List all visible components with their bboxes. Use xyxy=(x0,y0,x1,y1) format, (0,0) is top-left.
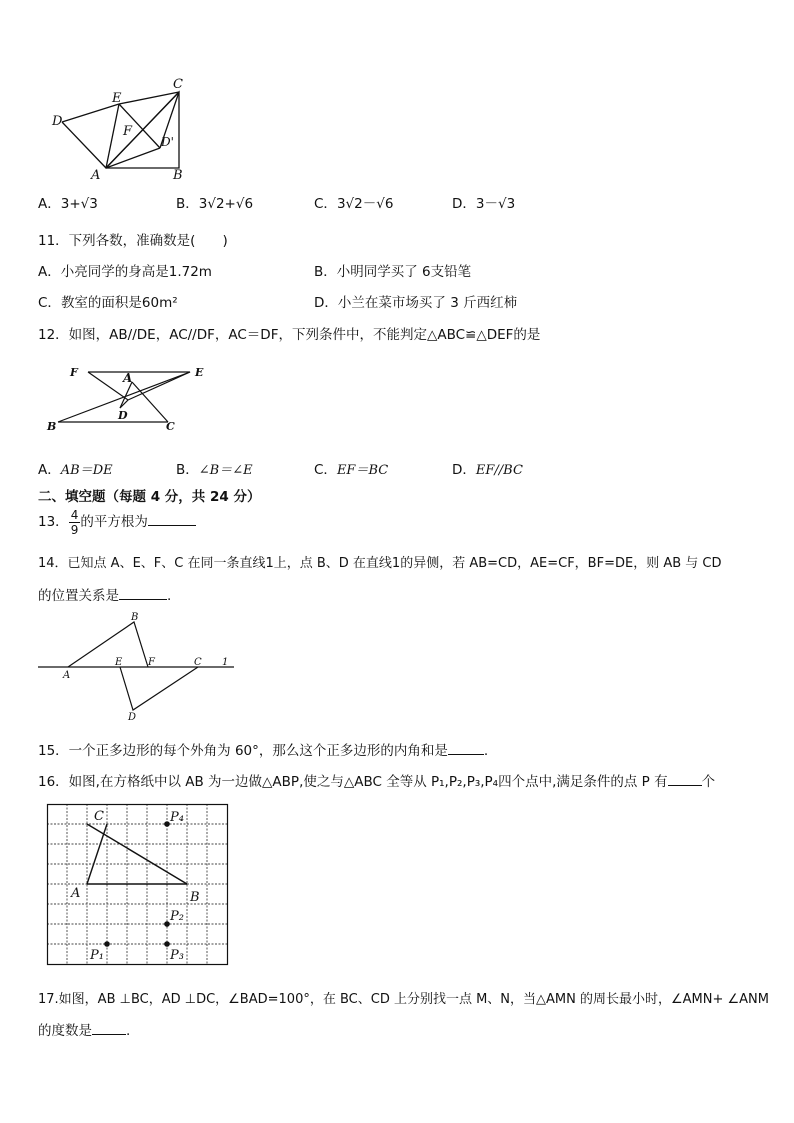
fig16-label-p4: P₄ xyxy=(170,810,184,825)
fig16-label-p3: P₃ xyxy=(170,948,184,963)
q11-option-a[interactable]: A．小亮同学的身高是1.72m xyxy=(38,264,212,280)
fig12-label-f: F xyxy=(70,366,78,379)
fig10-label-a: A xyxy=(91,168,101,183)
q12-option-d[interactable]: D．EF//BC xyxy=(452,462,523,478)
fig14-label-f: F xyxy=(148,657,155,668)
fig10-label-b: B xyxy=(173,168,183,183)
q10-option-b[interactable]: B．3√2+√6 xyxy=(176,196,254,212)
q10-option-d[interactable]: D．3－√3 xyxy=(452,196,516,212)
q16-answer-blank[interactable] xyxy=(668,771,702,786)
q12-option-b[interactable]: B．∠B＝∠E xyxy=(176,462,253,478)
q17-line1: 17.如图，AB ⊥BC，AD ⊥DC，∠BAD=100°，在 BC、CD 上分别找一点 M、N，当△AMN 的周长最小时，∠AMN+ ∠ANM xyxy=(38,992,769,1007)
q12-option-c[interactable]: C．EF＝BC xyxy=(314,462,389,478)
fig12-label-a: A xyxy=(123,371,133,385)
q14-line1: 14．已知点 A、E、F、C 在同一条直线1上，点 B、D 在直线1的异侧，若 AB=CD，AE=CF，BF=DE，则 AB 与 CD xyxy=(38,556,722,571)
fig10-label-c: C xyxy=(173,77,183,92)
fig14-label-b: B xyxy=(131,612,139,623)
q14-line2: 的位置关系是 . xyxy=(38,584,171,604)
fig10-label-f: F xyxy=(123,124,133,139)
q11-option-b[interactable]: B．小明同学买了 6支铅笔 xyxy=(314,264,472,280)
fig12-label-d: D xyxy=(118,409,128,422)
fig10-label-d: D xyxy=(52,114,63,129)
figure-q14 xyxy=(38,610,238,723)
q11-option-c[interactable]: C．教室的面积是60m² xyxy=(38,295,178,311)
fig16-label-p1: P₁ xyxy=(90,948,104,963)
q10-option-c[interactable]: C．3√2－√6 xyxy=(314,196,394,212)
fig16-label-p2: P₂ xyxy=(170,909,184,924)
fig16-label-c: C xyxy=(94,809,104,824)
fig14-label-d: D xyxy=(128,712,137,723)
q10-option-a[interactable]: A．3+√3 xyxy=(38,196,98,212)
fig14-label-c: C xyxy=(194,657,202,668)
figure-q16-grid xyxy=(47,804,229,966)
q13-answer-blank[interactable] xyxy=(148,511,196,526)
q15: 15．一个正多边形的每个外角为 60°，那么这个正多边形的内角和是 . xyxy=(38,739,488,759)
figure-q12 xyxy=(40,358,220,438)
fig14-label-l: 1 xyxy=(222,657,229,668)
q12-stem: 12．如图，AB//DE，AC//DF，AC＝DF，下列条件中，不能判定△ABC≌△DEF的是 xyxy=(38,327,541,343)
q13: 13． $\frac{4}{9}$ 的平方根为 xyxy=(38,506,196,538)
q14-answer-blank[interactable] xyxy=(119,585,167,600)
fig12-label-c: C xyxy=(166,420,175,433)
q15-answer-blank[interactable] xyxy=(448,740,484,755)
q11-option-d[interactable]: D．小兰在菜市场买了 3 斤西红柿 xyxy=(314,295,518,311)
q12-option-a[interactable]: A．AB＝DE xyxy=(38,462,113,478)
q13-fraction: $\frac{4}{9}$ xyxy=(70,507,79,537)
fig16-label-a: A xyxy=(71,886,81,901)
q16: 16．如图,在方格纸中以 AB 为一边做△ABP,使之与△ABC 全等从 P₁,P₂,P₃,P₄四个点中,满足条件的点 P 有 个 xyxy=(38,770,715,790)
fig12-label-e: E xyxy=(195,366,204,379)
fig16-label-b: B xyxy=(190,890,200,905)
fig10-label-dprime: D' xyxy=(161,135,174,149)
q17-line2: 的度数是 . xyxy=(38,1019,130,1039)
fig14-label-a: A xyxy=(63,670,71,681)
q11-stem: 11．下列各数，准确数是( ) xyxy=(38,233,228,249)
fig12-label-b: B xyxy=(47,420,57,433)
figure-q10 xyxy=(40,70,200,185)
q17-answer-blank[interactable] xyxy=(92,1020,126,1035)
fig14-label-e: E xyxy=(115,657,123,668)
section-heading-fill-in: 二、填空题（每题 4 分，共 24 分） xyxy=(38,489,261,505)
fig10-label-e: E xyxy=(112,91,122,106)
